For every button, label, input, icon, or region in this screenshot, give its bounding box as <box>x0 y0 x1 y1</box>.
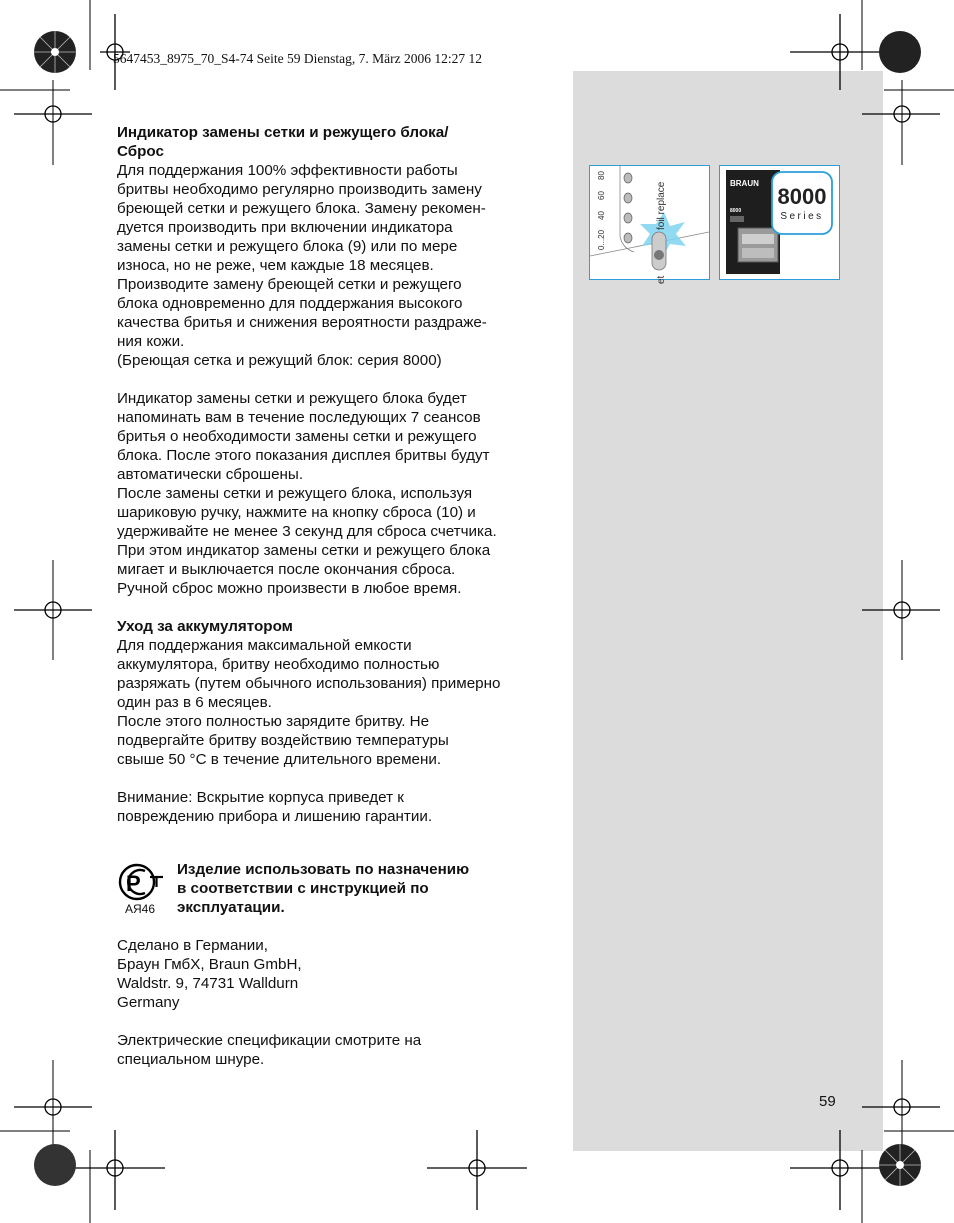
gost-code: АЯ46 <box>125 902 156 916</box>
heading-line: Индикатор замены сетки и режущего блока/ <box>117 124 449 141</box>
text-line: специальном шнуре. <box>117 1051 265 1068</box>
text-line: автоматически сброшены. <box>117 466 304 483</box>
scale-label: 60 <box>597 191 606 200</box>
scale-label: 80 <box>597 171 606 180</box>
text-line: бреющей сетки и режущего блока. Замену рекомен- <box>117 200 486 217</box>
text-line: Производите замену бреющей сетки и режущего <box>117 276 462 293</box>
paragraph-battery-1 <box>117 636 557 769</box>
text-line: напоминать вам в течение последующих 7 сеансов <box>117 409 481 426</box>
text-line: в соответствии с инструкцией по <box>177 880 429 897</box>
section-heading-battery: Уход за аккумулятором <box>117 618 293 635</box>
text-line: После этого полностью зарядите бритву. Не <box>117 713 430 730</box>
heading-line: Сброс <box>117 143 164 160</box>
gost-statement <box>177 860 537 917</box>
scale-label: 0...20 <box>597 229 606 250</box>
series-number: 8000 <box>777 184 827 209</box>
text-line: бритвы необходимо регулярно производить замену <box>117 181 482 198</box>
text-line: мигает и выключается после окончания сброса. <box>117 561 456 578</box>
scale-label: 40 <box>597 211 606 220</box>
text-line: свыше 50 °C в течение длительного времени. <box>117 751 442 768</box>
text-line: бритья о необходимости замены сетки и режущего <box>117 428 477 445</box>
paragraph-indicator-2 <box>117 389 557 598</box>
text-line: дуется производить при включении индикатора <box>117 219 453 236</box>
shaver-display-illustration <box>590 166 709 284</box>
text-line: Электрические спецификации смотрите на <box>117 1032 422 1049</box>
text-line: После замены сетки и режущего блока, используя <box>117 485 473 502</box>
text-line: Внимание: Вскрытие корпуса приведет к <box>117 789 404 806</box>
text-line: аккумулятора, бритву необходимо полностью <box>117 656 440 673</box>
text-line: удерживайте не менее 3 секунд для сброса счетчика. <box>117 523 497 540</box>
text-line: ния кожи. <box>117 333 185 350</box>
text-line: Изделие использовать по назначению <box>177 861 470 878</box>
brand-logo: BRAUN <box>730 179 759 188</box>
text-line: подвергайте бритву воздействию температуры <box>117 732 449 749</box>
svg-text:Р: Р <box>126 871 141 896</box>
paragraph-warning <box>117 788 557 826</box>
text-line: качества бритья и снижения вероятности раздраже- <box>117 314 487 331</box>
text-line: износа, но не реже, чем каждые 18 месяцев. <box>117 257 434 274</box>
pack-small-label: 8000 <box>730 208 742 214</box>
text-line: шариковую ручку, нажмите на кнопку сброса (10) и <box>117 504 476 521</box>
series-word: Series <box>780 211 824 222</box>
text-line: При этом индикатор замены сетки и режущего блока <box>117 542 491 559</box>
page-number: 59 <box>819 1093 836 1110</box>
text-line: замены сетки и режущего блока (9) или по мере <box>117 238 458 255</box>
text-line: повреждению прибора и лишению гарантии. <box>117 808 433 825</box>
text-line: разряжать (путем обычного использования) примерно <box>117 675 501 692</box>
figure-display-indicator <box>589 165 710 284</box>
text-line: Для поддержания 100% эффективности работы <box>117 162 458 179</box>
text-line: Germany <box>117 994 180 1011</box>
foil-replace-label: foil replace <box>656 181 667 230</box>
text-line: один раз в 6 месяцев. <box>117 694 272 711</box>
text-line: Сделано в Германии, <box>117 937 268 954</box>
figure-replacement-pack <box>719 165 840 280</box>
text-line: блока. После этого показания дисплея бритвы будут <box>117 447 490 464</box>
main-text <box>117 123 557 826</box>
section-heading-indicator <box>117 123 557 161</box>
text-line: Индикатор замены сетки и режущего блока будет <box>117 390 467 407</box>
text-line: эксплуатации. <box>177 899 285 916</box>
text-line: (Бреющая сетка и режущий блок: серия 8000) <box>117 352 442 369</box>
manufacturer-address <box>117 936 557 1069</box>
text-line: Браун ГмбХ, Braun GmbH, <box>117 956 302 973</box>
text-line: Ручной сброс можно произвести в любое время. <box>117 580 462 597</box>
text-line: блока одновременно для поддержания высокого <box>117 295 463 312</box>
replacement-pack-illustration <box>720 166 839 279</box>
print-header: 5647453_8975_70_S4-74 Seite 59 Dienstag, 7. März 2006 12:27 12 <box>113 51 482 66</box>
text-line: Waldstr. 9, 74731 Walldurn <box>117 975 299 992</box>
text-line: Для поддержания максимальной емкости <box>117 637 412 654</box>
paragraph-indicator-1 <box>117 161 557 370</box>
cut-label: et <box>656 275 667 284</box>
